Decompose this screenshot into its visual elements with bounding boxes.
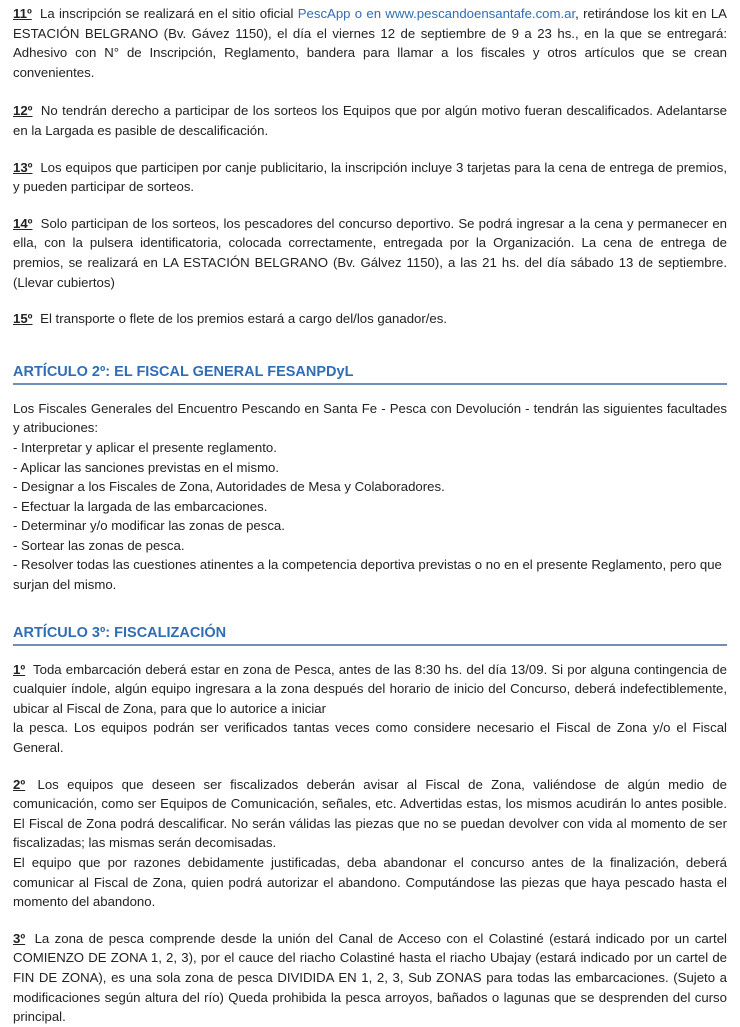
- list-item: - Interpretar y aplicar el presente reglamento.: [13, 439, 277, 455]
- articulo-3-item-2: [13, 775, 727, 853]
- item-text: No tendrán derecho a participar de los sorteos los Equipos que por algún motivo fueran descalificados. Adelantarse en la Largada es pasible de descalificación.: [13, 103, 728, 138]
- articulo-3-item-1: [13, 660, 727, 719]
- item-text: El transporte o flete de los premios estará a cargo del/los ganador/es.: [40, 311, 448, 327]
- articulo-2-intro: Los Fiscales Generales del Encuentro Pescando en Santa Fe - Pesca con Devolución - tendrán las siguientes facultades y atribuciones:: [13, 400, 727, 436]
- attributions-list: [13, 438, 727, 595]
- list-item: - Efectuar la largada de las embarcaciones.: [13, 498, 268, 514]
- item-number: 3º: [13, 930, 26, 946]
- item-14: [13, 214, 727, 292]
- section-heading-articulo-2: ARTÍCULO 2º: EL FISCAL GENERAL FESANPDyL: [13, 364, 727, 385]
- website-link[interactable]: PescApp o en www.pescandoensantafe.com.ar: [297, 6, 576, 21]
- item-13: [13, 158, 727, 197]
- item-15: [13, 309, 727, 329]
- list-item: - Aplicar las sanciones previstas en el mismo.: [13, 459, 280, 475]
- list-item: - Sortear las zonas de pesca.: [13, 537, 185, 553]
- item-text: Toda embarcación deberá estar en zona de Pesca, antes de las 8:30 hs. del día 13/09. Si por alguna contingencia de cualquier índole, algún equipo ingresara a la zona después del horario de inicio del Concurso, deberá indefectiblemente, ubicar al Fiscal de Zona, para que lo autorice a iniciar: [13, 661, 727, 716]
- item-number: 13º: [13, 159, 33, 175]
- item-12: [13, 101, 727, 140]
- list-item: - Resolver todas las cuestiones atinentes a la competencia deportiva previstas o no en el presente Reglamento, pero que surjan del mismo.: [13, 557, 722, 593]
- articulo-3-item-3: [13, 929, 727, 1027]
- section-heading-articulo-3: ARTÍCULO 3º: FISCALIZACIÓN: [13, 625, 727, 646]
- item-text: La zona de pesca comprende desde la unión del Canal de Acceso con el Colastiné (estará indicado por un cartel COMIENZO DE ZONA 1, 2, 3), por el cauce del riacho Colastiné hasta el riacho Ubajay (estará indicado por un cartel de FIN DE ZONA), es una sola zona de pesca DIVIDIDA EN 1, 2, 3, Sub ZONAS para todas las embarcaciones. (Sujeto a modificaciones según altura del río) Queda prohibida la pesca arroyos, bañados o lagunas que se desprenden del curso principal.: [13, 930, 727, 1025]
- item-number: 14º: [13, 215, 33, 231]
- item-text: Los equipos que deseen ser fiscalizados deberán avisar al Fiscal de Zona, valiéndose de algún medio de comunicación, como ser Equipos de Comunicación, señales, etc. Advertidas estas, los mismos acudirán lo antes posible. El Fiscal de Zona podrá descalificar. No serán válidas las piezas que no se puedan devolver con vida al momento de ser fiscalizadas; las mismas serán decomisadas.: [13, 776, 727, 851]
- item-text: La inscripción se realizará en el sitio oficial: [40, 6, 294, 21]
- item-text: Los equipos que participen por canje publicitario, la inscripción incluye 3 tarjetas para la cena de entrega de premios, y pueden participar de sorteos.: [13, 159, 727, 195]
- item-number: 1º: [13, 661, 26, 677]
- item-number: 15º: [13, 311, 33, 327]
- item-number: 2º: [13, 776, 26, 792]
- articulo-3-item-1-continued: la pesca. Los equipos podrán ser verificados tantas veces como considere necesario el Fiscal de Zona y/o el Fiscal General.: [13, 720, 727, 756]
- articulo-3-item-2-continued: El equipo que por razones debidamente justificadas, deba abandonar el concurso antes de la finalización, deberá comunicar al Fiscal de Zona, quien podrá autorizar el abandono. Computándose las piezas que haya pescado hasta el momento del abandono.: [13, 855, 727, 910]
- item-text: , retirándose los kit en LA ESTACIÓN BELGRANO (Bv. Gávez 1150), el día el viernes 12 de septiembre de 9 a 23 hs., en la que se entregará: Adhesivo con N° de Inscripción, Reglamento, bandera para llamar a los fiscales y otros artículos que se crean convenientes.: [13, 6, 727, 80]
- item-number: 12º: [13, 103, 33, 119]
- item-11: [13, 4, 727, 82]
- item-text: Solo participan de los sorteos, los pescadores del concurso deportivo. Se podrá ingresar a la cena y permanecer en ella, con la pulsera identificatoria, colocada correctamente, entregada por la Organización. La cena de entrega de premios, se realizará en LA ESTACIÓN BELGRANO (Bv. Gálvez 1150), a las 21 hs. del día sábado 13 de septiembre. (Llevar cubiertos): [13, 215, 727, 290]
- list-item: - Determinar y/o modificar las zonas de pesca.: [13, 518, 285, 534]
- item-number: 11º: [13, 6, 32, 21]
- list-item: - Designar a los Fiscales de Zona, Autoridades de Mesa y Colaboradores.: [13, 479, 445, 495]
